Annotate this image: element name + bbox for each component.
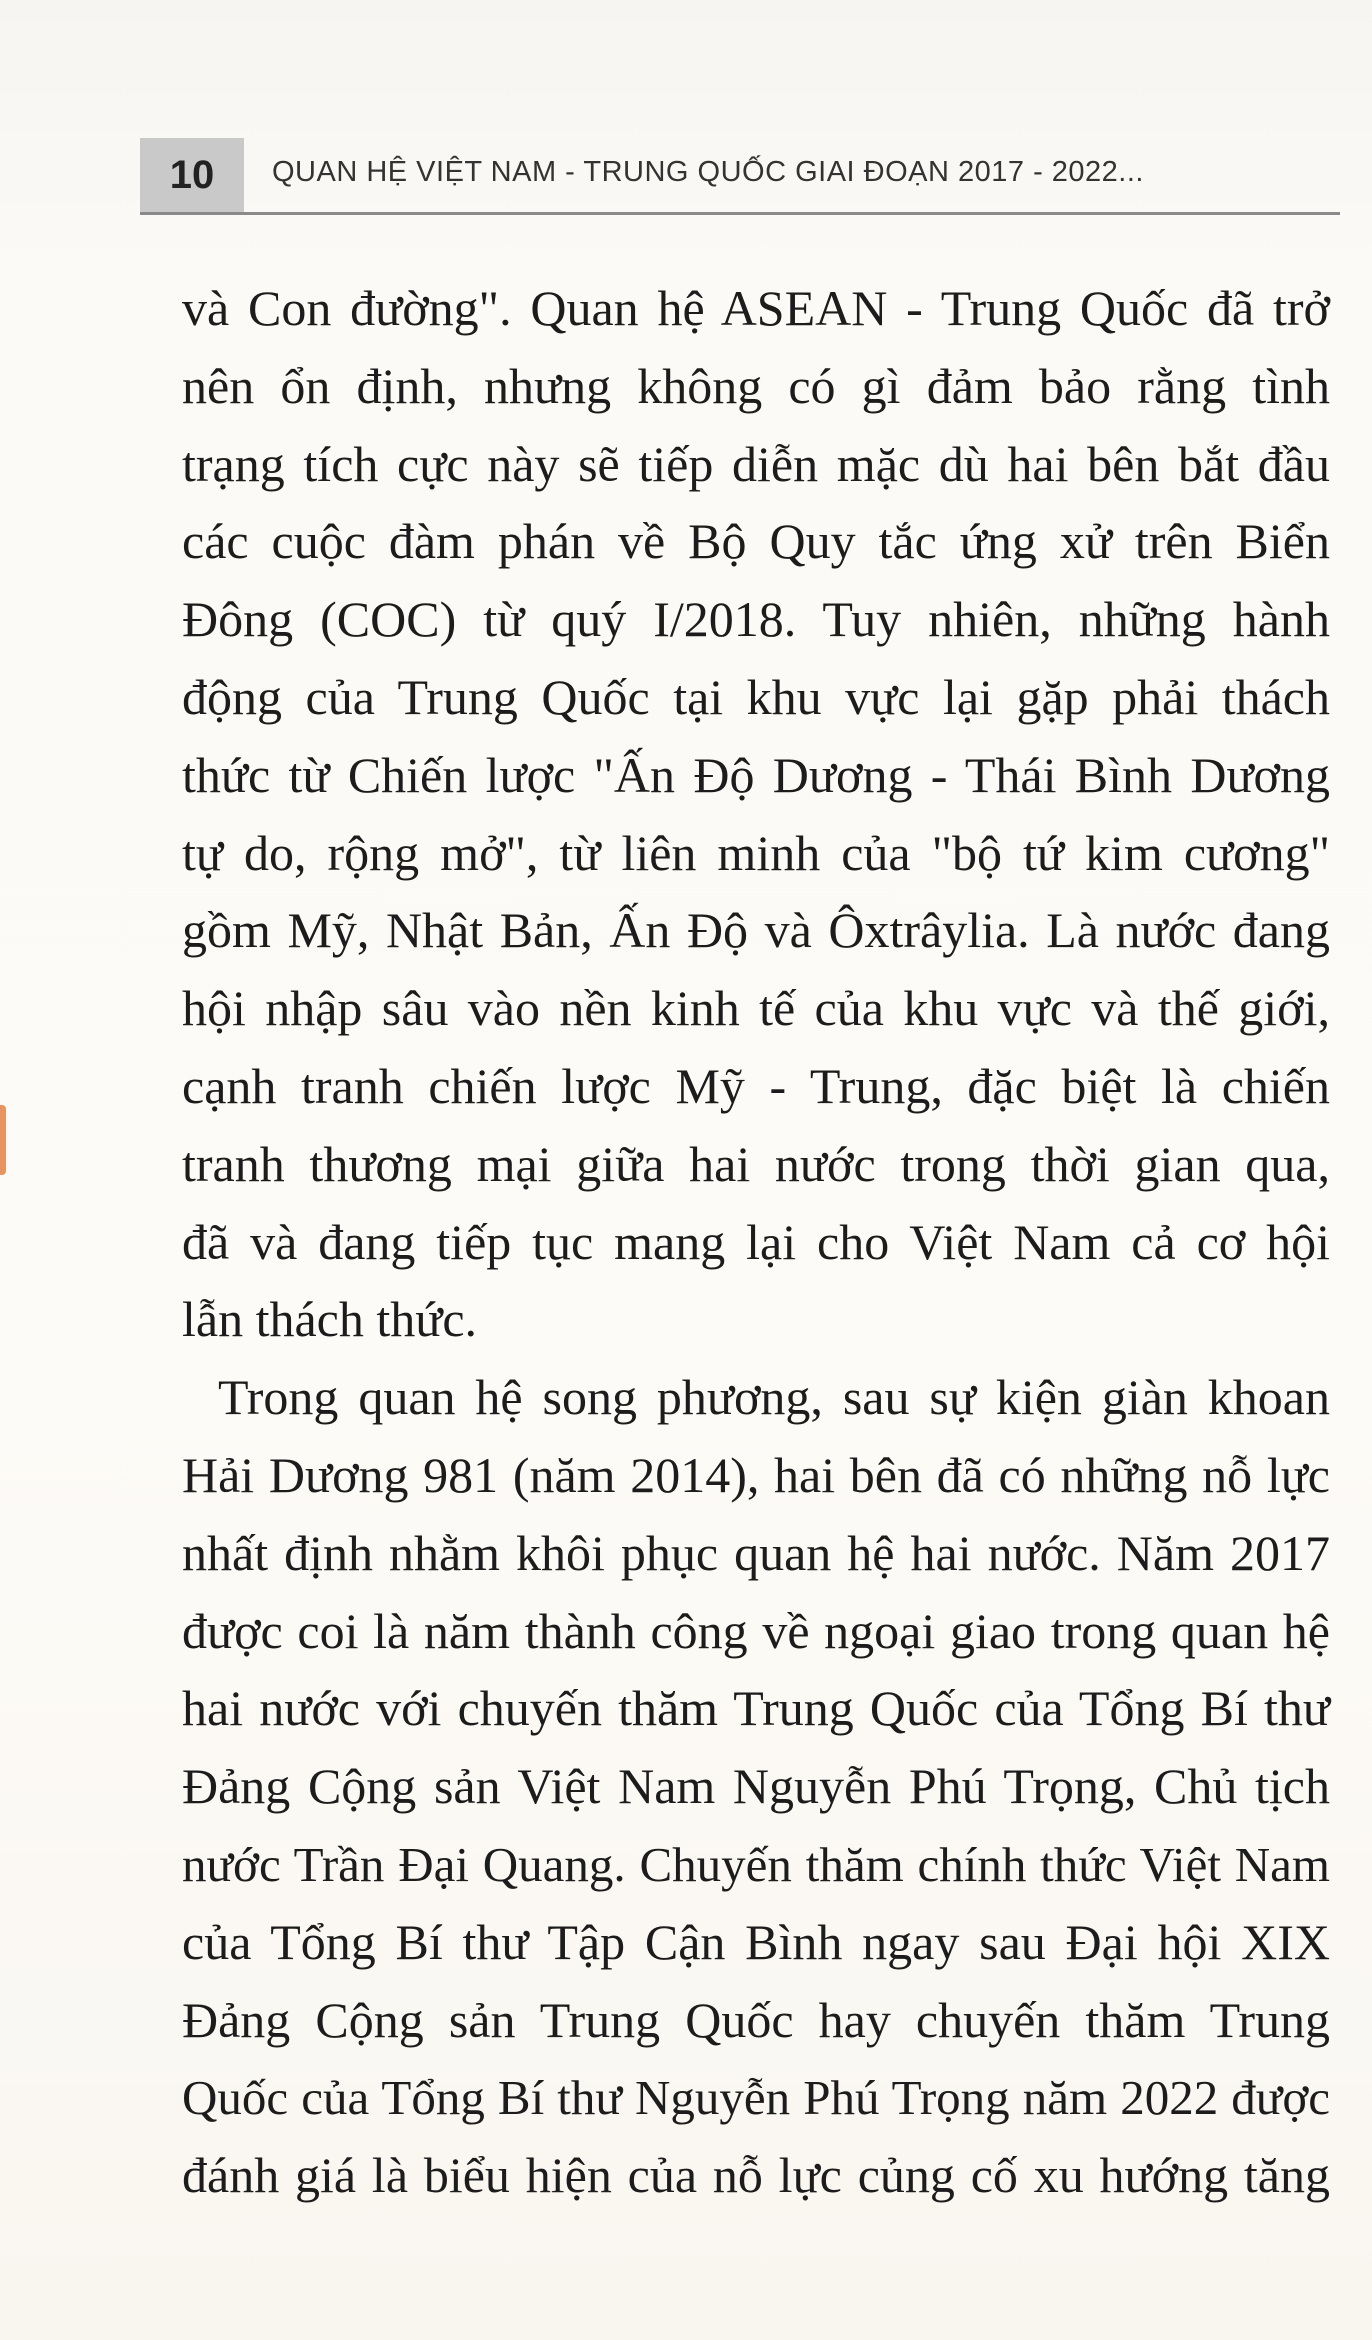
paragraph-2	[182, 1359, 1330, 2215]
text-line: nước Trần Đại Quang. Chuyến thăm chính thức Việt Nam	[182, 1836, 1330, 1892]
text-line: Đảng Cộng sản Trung Quốc hay chuyến thăm Trung	[182, 1991, 1330, 2048]
text-line: của Tổng Bí thư Tập Cận Bình ngay sau Đại hội XIX	[182, 1913, 1330, 1970]
text-line: hội nhập sâu vào nền kinh tế của khu vực và thế giới,	[182, 980, 1330, 1037]
text-line: tự do, rộng mở", từ liên minh của "bộ tứ kim cương"	[182, 824, 1330, 881]
text-line: các cuộc đàm phán về Bộ Quy tắc ứng xử trên Biển	[182, 513, 1330, 570]
text-line: cạnh tranh chiến lược Mỹ - Trung, đặc biệt là chiến	[182, 1057, 1330, 1114]
running-title: QUAN HỆ VIỆT NAM - TRUNG QUỐC GIAI ĐOẠN 2017 - 2022...	[272, 156, 1144, 188]
text-line: trạng tích cực này sẽ tiếp diễn mặc dù hai bên bắt đầu	[182, 435, 1330, 492]
page-edge-mark	[0, 1105, 6, 1175]
text-line: và Con đường". Quan hệ ASEAN - Trung Quốc đã trở	[182, 280, 1330, 336]
text-line: Hải Dương 981 (năm 2014), hai bên đã có những nỗ lực	[182, 1446, 1330, 1503]
page-number: 10	[140, 138, 244, 212]
text-line: lẫn thách thức.	[182, 1291, 478, 1348]
text-line: Đông (COC) từ quý I/2018. Tuy nhiên, những hành	[182, 591, 1330, 648]
running-header	[140, 138, 1340, 212]
paragraph-1	[182, 270, 1330, 1359]
text-line: Quốc của Tổng Bí thư Nguyễn Phú Trọng năm 2022 được	[182, 2070, 1330, 2126]
header-divider	[140, 212, 1340, 215]
text-line: đánh giá là biểu hiện của nỗ lực củng cố xu hướng tăng	[182, 2147, 1330, 2204]
text-line: Đảng Cộng sản Việt Nam Nguyễn Phú Trọng, Chủ tịch	[182, 1758, 1330, 1815]
text-line: nhất định nhằm khôi phục quan hệ hai nước. Năm 2017	[182, 1524, 1330, 1581]
body-text	[182, 270, 1330, 2215]
text-line: nên ổn định, nhưng không có gì đảm bảo rằng tình	[182, 357, 1330, 414]
text-line: gồm Mỹ, Nhật Bản, Ấn Độ và Ôxtrâylia. Là nước đang	[182, 902, 1330, 959]
text-line: được coi là năm thành công về ngoại giao trong quan hệ	[182, 1602, 1330, 1659]
text-line: tranh thương mại giữa hai nước trong thời gian qua,	[182, 1135, 1330, 1192]
text-line: động của Trung Quốc tại khu vực lại gặp phải thách	[182, 668, 1330, 725]
text-line: đã và đang tiếp tục mang lại cho Việt Nam cả cơ hội	[182, 1213, 1330, 1270]
text-line: hai nước với chuyến thăm Trung Quốc của Tổng Bí thư	[182, 1680, 1330, 1737]
text-line: thức từ Chiến lược "Ấn Độ Dương - Thái Bình Dương	[182, 746, 1330, 803]
text-line: Trong quan hệ song phương, sau sự kiện giàn khoan	[218, 1369, 1330, 1426]
